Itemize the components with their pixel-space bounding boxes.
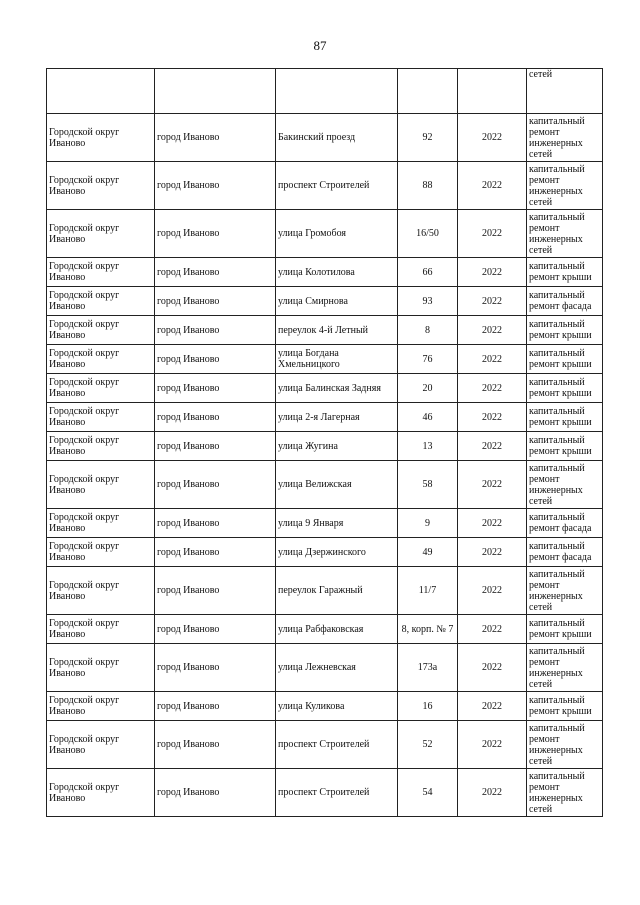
street-cell — [276, 69, 398, 114]
table-body — [47, 69, 603, 817]
house-number-cell: 58 — [398, 461, 458, 509]
table-row — [47, 567, 603, 615]
table-row — [47, 769, 603, 817]
district-cell: Городской округ Иваново — [47, 114, 155, 162]
year-cell: 2022 — [458, 644, 527, 692]
city-cell: город Иваново — [155, 403, 276, 432]
year-cell: 2022 — [458, 432, 527, 461]
street-cell: улица Жугина — [276, 432, 398, 461]
housing-repair-table — [46, 68, 603, 817]
city-cell: город Иваново — [155, 538, 276, 567]
work-type-cell: капитальный ремонт инженерных сетей — [527, 567, 603, 615]
work-type-cell: капитальный ремонт крыши — [527, 615, 603, 644]
city-cell: город Иваново — [155, 258, 276, 287]
table-row — [47, 432, 603, 461]
table-row — [47, 287, 603, 316]
table-row — [47, 461, 603, 509]
work-type-cell: капитальный ремонт фасада — [527, 538, 603, 567]
table-row — [47, 403, 603, 432]
house-number-cell: 52 — [398, 721, 458, 769]
work-type-cell: сетей — [527, 69, 603, 114]
street-cell: улица Богдана Хмельницкого — [276, 345, 398, 374]
table-row — [47, 374, 603, 403]
table-row — [47, 692, 603, 721]
work-type-cell: капитальный ремонт крыши — [527, 374, 603, 403]
district-cell: Городской округ Иваново — [47, 461, 155, 509]
table-row — [47, 69, 603, 114]
work-type-cell: капитальный ремонт инженерных сетей — [527, 210, 603, 258]
district-cell: Городской округ Иваново — [47, 258, 155, 287]
house-number-cell: 8, корп. № 7 — [398, 615, 458, 644]
city-cell: город Иваново — [155, 567, 276, 615]
work-type-cell: капитальный ремонт крыши — [527, 258, 603, 287]
street-cell: улица Дзержинского — [276, 538, 398, 567]
street-cell: улица Смирнова — [276, 287, 398, 316]
district-cell — [47, 69, 155, 114]
table-row — [47, 162, 603, 210]
district-cell: Городской округ Иваново — [47, 644, 155, 692]
street-cell: улица 2-я Лагерная — [276, 403, 398, 432]
work-type-cell: капитальный ремонт крыши — [527, 345, 603, 374]
district-cell: Городской округ Иваново — [47, 432, 155, 461]
street-cell: переулок 4-й Летный — [276, 316, 398, 345]
table-row — [47, 114, 603, 162]
city-cell: город Иваново — [155, 461, 276, 509]
house-number-cell: 49 — [398, 538, 458, 567]
city-cell: город Иваново — [155, 114, 276, 162]
table-row — [47, 644, 603, 692]
year-cell: 2022 — [458, 162, 527, 210]
year-cell: 2022 — [458, 210, 527, 258]
city-cell: город Иваново — [155, 509, 276, 538]
table-row — [47, 721, 603, 769]
district-cell: Городской округ Иваново — [47, 403, 155, 432]
work-type-cell: капитальный ремонт инженерных сетей — [527, 461, 603, 509]
house-number-cell: 8 — [398, 316, 458, 345]
city-cell: город Иваново — [155, 769, 276, 817]
work-type-cell: капитальный ремонт инженерных сетей — [527, 114, 603, 162]
house-number-cell: 9 — [398, 509, 458, 538]
year-cell: 2022 — [458, 114, 527, 162]
district-cell: Городской округ Иваново — [47, 345, 155, 374]
street-cell: проспект Строителей — [276, 162, 398, 210]
table-row — [47, 210, 603, 258]
street-cell: улица Громобоя — [276, 210, 398, 258]
district-cell: Городской округ Иваново — [47, 509, 155, 538]
city-cell: город Иваново — [155, 692, 276, 721]
table-row — [47, 345, 603, 374]
house-number-cell: 20 — [398, 374, 458, 403]
house-number-cell: 16/50 — [398, 210, 458, 258]
city-cell: город Иваново — [155, 210, 276, 258]
district-cell: Городской округ Иваново — [47, 210, 155, 258]
city-cell: город Иваново — [155, 162, 276, 210]
work-type-cell: капитальный ремонт инженерных сетей — [527, 769, 603, 817]
street-cell: Бакинский проезд — [276, 114, 398, 162]
street-cell: проспект Строителей — [276, 769, 398, 817]
work-type-cell: капитальный ремонт крыши — [527, 403, 603, 432]
house-number-cell: 54 — [398, 769, 458, 817]
year-cell: 2022 — [458, 258, 527, 287]
year-cell: 2022 — [458, 461, 527, 509]
house-number-cell — [398, 69, 458, 114]
house-number-cell: 16 — [398, 692, 458, 721]
street-cell: улица Рабфаковская — [276, 615, 398, 644]
district-cell: Городской округ Иваново — [47, 615, 155, 644]
city-cell: город Иваново — [155, 316, 276, 345]
city-cell: город Иваново — [155, 287, 276, 316]
house-number-cell: 92 — [398, 114, 458, 162]
house-number-cell: 11/7 — [398, 567, 458, 615]
year-cell: 2022 — [458, 287, 527, 316]
house-number-cell: 173а — [398, 644, 458, 692]
table-row — [47, 509, 603, 538]
city-cell: город Иваново — [155, 345, 276, 374]
work-type-cell: капитальный ремонт крыши — [527, 432, 603, 461]
house-number-cell: 66 — [398, 258, 458, 287]
year-cell — [458, 69, 527, 114]
district-cell: Городской округ Иваново — [47, 538, 155, 567]
city-cell: город Иваново — [155, 644, 276, 692]
city-cell: город Иваново — [155, 721, 276, 769]
district-cell: Городской округ Иваново — [47, 374, 155, 403]
year-cell: 2022 — [458, 567, 527, 615]
house-number-cell: 76 — [398, 345, 458, 374]
table-row — [47, 316, 603, 345]
street-cell: улица Колотилова — [276, 258, 398, 287]
street-cell: улица Лежневская — [276, 644, 398, 692]
house-number-cell: 13 — [398, 432, 458, 461]
district-cell: Городской округ Иваново — [47, 692, 155, 721]
work-type-cell: капитальный ремонт фасада — [527, 287, 603, 316]
district-cell: Городской округ Иваново — [47, 162, 155, 210]
district-cell: Городской округ Иваново — [47, 316, 155, 345]
year-cell: 2022 — [458, 403, 527, 432]
city-cell: город Иваново — [155, 432, 276, 461]
table-row — [47, 615, 603, 644]
year-cell: 2022 — [458, 316, 527, 345]
district-cell: Городской округ Иваново — [47, 721, 155, 769]
district-cell: Городской округ Иваново — [47, 567, 155, 615]
year-cell: 2022 — [458, 509, 527, 538]
year-cell: 2022 — [458, 692, 527, 721]
table-row — [47, 538, 603, 567]
work-type-cell: капитальный ремонт крыши — [527, 692, 603, 721]
house-number-cell: 93 — [398, 287, 458, 316]
work-type-cell: капитальный ремонт инженерных сетей — [527, 162, 603, 210]
street-cell: проспект Строителей — [276, 721, 398, 769]
city-cell — [155, 69, 276, 114]
year-cell: 2022 — [458, 345, 527, 374]
work-type-cell: капитальный ремонт инженерных сетей — [527, 644, 603, 692]
district-cell: Городской округ Иваново — [47, 287, 155, 316]
street-cell: улица 9 Января — [276, 509, 398, 538]
work-type-cell: капитальный ремонт крыши — [527, 316, 603, 345]
work-type-cell: капитальный ремонт фасада — [527, 509, 603, 538]
city-cell: город Иваново — [155, 374, 276, 403]
street-cell: переулок Гаражный — [276, 567, 398, 615]
work-type-cell: капитальный ремонт инженерных сетей — [527, 721, 603, 769]
page-number: 87 — [313, 38, 327, 53]
year-cell: 2022 — [458, 721, 527, 769]
street-cell: улица Куликова — [276, 692, 398, 721]
street-cell: улица Балинская Задняя — [276, 374, 398, 403]
house-number-cell: 46 — [398, 403, 458, 432]
year-cell: 2022 — [458, 769, 527, 817]
year-cell: 2022 — [458, 374, 527, 403]
street-cell: улица Велижская — [276, 461, 398, 509]
table-row — [47, 258, 603, 287]
house-number-cell: 88 — [398, 162, 458, 210]
city-cell: город Иваново — [155, 615, 276, 644]
district-cell: Городской округ Иваново — [47, 769, 155, 817]
year-cell: 2022 — [458, 615, 527, 644]
year-cell: 2022 — [458, 538, 527, 567]
